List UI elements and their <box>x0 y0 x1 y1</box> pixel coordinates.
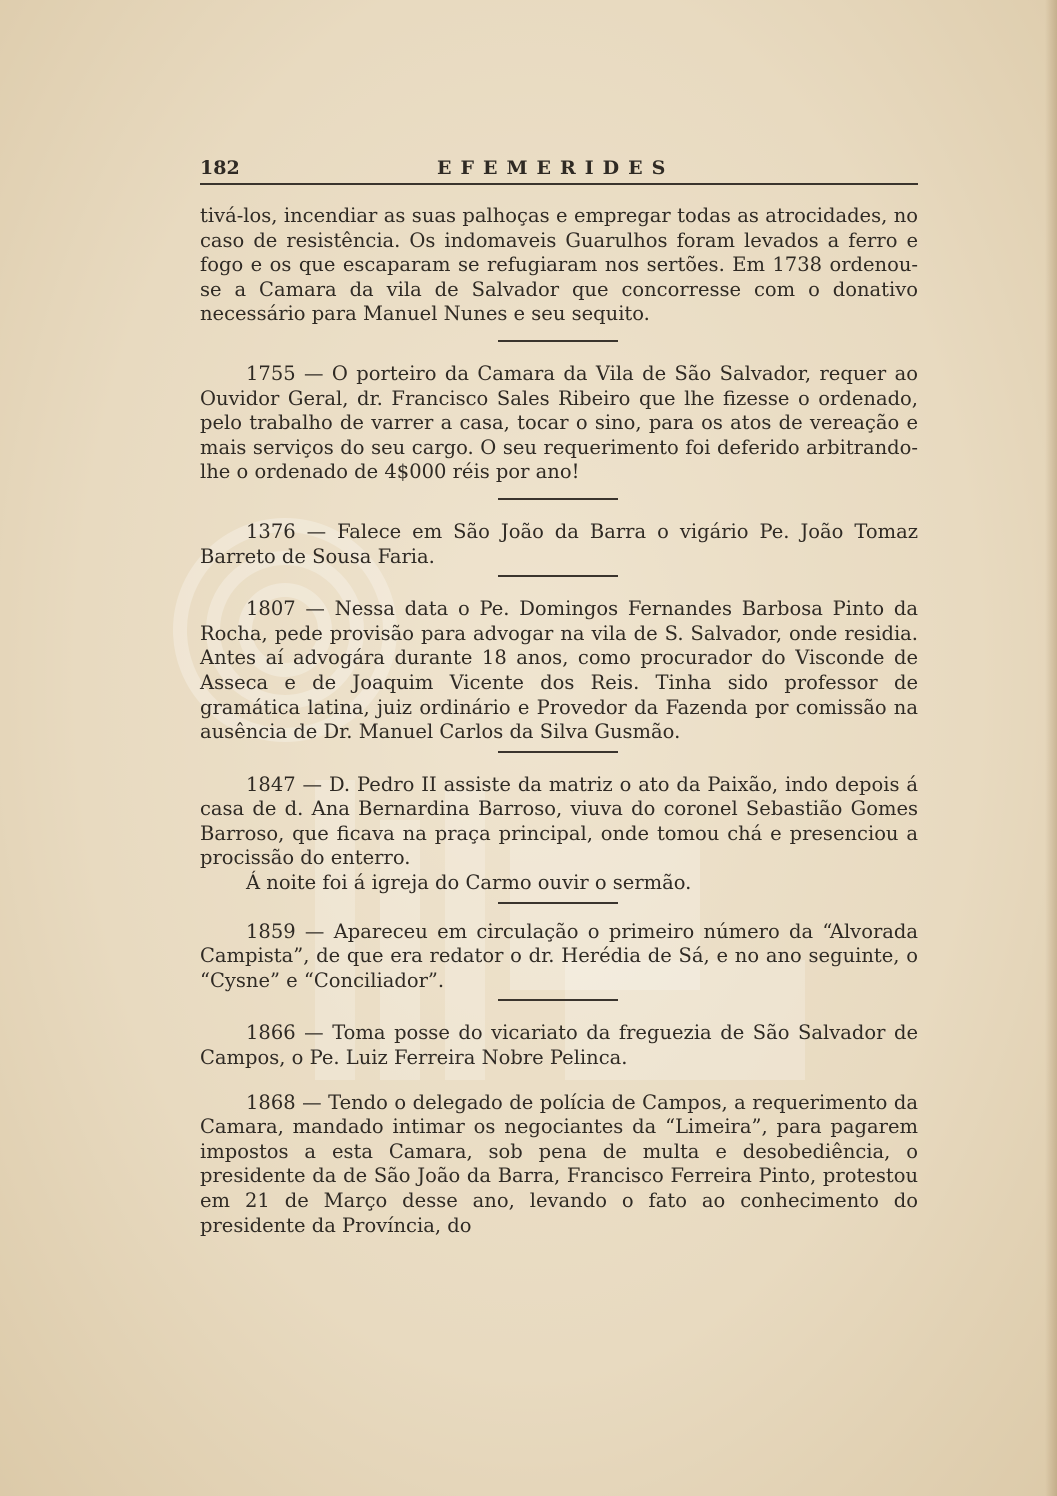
entry-1847: 1847 — D. Pedro II assiste da matriz o ato da Paixão, indo depois á casa de d. Ana Bernardina Barroso, viuva do coronel Sebastião Gomes Barroso, que ficava na praça principal, onde tomou chá e presenciou a procissão do enterro. <box>200 772 918 870</box>
entry-1807: 1807 — Nessa data o Pe. Domingos Fernandes Barbosa Pinto da Rocha, pede provisão para advogar na vila de S. Salvador, onde residia. Antes aí advogára durante 18 anos, como procurador do Visconde de Asseca e de Joaquim Vicente dos Reis. Tinha sido professor de gramática latina, juiz ordinário e Provedor da Fazenda por comissão na ausência de Dr. Manuel Carlos da Silva Gusmão. <box>200 597 918 744</box>
spacer <box>200 1071 918 1091</box>
entry-1847-continuation: Á noite foi á igreja do Carmo ouvir o sermão. <box>246 871 692 895</box>
entry-1868: 1868 — Tendo o delegado de polícia de Campos, a requerimento da Camara, mandado intimar os negociantes da “Limeira”, para pagarem impostos a esta Camara, sob pena de multa e desobediência, o presidente da de São João da Barra, Francisco Ferreira Pinto, protestou em 21 de Março desse ano, levando o fato ao conhecimento do presidente da Província, do <box>200 1090 918 1237</box>
running-title: EFEMERIDES <box>437 157 675 179</box>
entry-1376: 1376 — Falece em São João da Barra o vigário Pe. João Tomaz Barreto de Sousa Faria. <box>200 519 918 568</box>
separator-rule <box>498 902 618 904</box>
page-number: 182 <box>200 157 240 179</box>
separator-rule <box>498 751 618 753</box>
separator-rule <box>498 340 618 342</box>
entry-1859: 1859 — Apareceu em circulação o primeiro número da “Alvorada Campista”, de que era redator o dr. Herédia de Sá, e no ano seguinte, o “Cysne” e “Conciliador”. <box>200 919 918 992</box>
entry-1866: 1866 — Toma posse do vicariato da freguezia de São Salvador de Campos, o Pe. Luiz Ferreira Nobre Pelinca. <box>200 1021 918 1070</box>
page-edge-shadow <box>1045 0 1057 1496</box>
page-header <box>200 155 918 185</box>
separator-rule <box>498 498 618 500</box>
page-body <box>200 204 918 1238</box>
separator-rule <box>498 575 618 577</box>
entry-1755: 1755 — O porteiro da Camara da Vila de São Salvador, requer ao Ouvidor Geral, dr. Francisco Sales Ribeiro que lhe fizesse o ordenado, pelo trabalho de varrer a casa, tocar o sino, para os atos de vereação e mais serviços do seu cargo. O seu requerimento foi deferido arbitrando-lhe o ordenado de 4$000 réis por ano! <box>200 361 918 484</box>
entry-continuation: tivá-los, incendiar as suas palhoças e empregar todas as atrocidades, no caso de resistência. Os indomaveis Guarulhos foram levados a ferro e fogo e os que escaparam se refugiaram nos sertões. Em 1738 ordenou-se a Camara da vila de Salvador que concorresse com o donativo necessário para Manuel Nunes e seu sequito. <box>200 204 918 326</box>
separator-rule <box>498 999 618 1001</box>
